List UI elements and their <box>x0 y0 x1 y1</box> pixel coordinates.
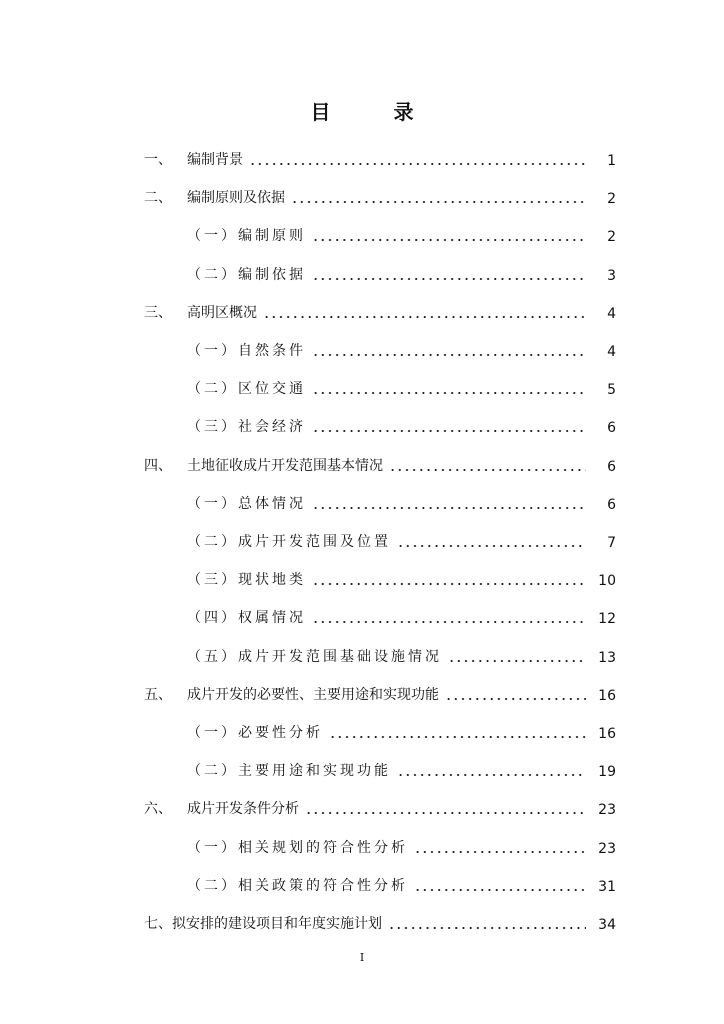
toc-entry[interactable] <box>0 492 724 516</box>
toc-entry-page: 6 <box>607 497 616 513</box>
toc-entry[interactable] <box>0 797 724 821</box>
toc-entry[interactable] <box>0 530 724 554</box>
toc-entry[interactable] <box>0 263 724 287</box>
toc-entry[interactable] <box>0 339 724 363</box>
dot-leader <box>389 468 586 472</box>
toc-entry-label: （一）编制原则 <box>187 228 306 244</box>
toc-entry-label: 高明区概况 <box>187 305 257 321</box>
toc-entry-page: 6 <box>607 420 616 436</box>
dot-leader <box>329 735 586 739</box>
dot-leader <box>414 850 586 854</box>
toc-entry[interactable] <box>0 377 724 401</box>
toc-entry-number: 三、 <box>144 305 172 321</box>
toc-entry-page: 31 <box>598 879 616 895</box>
toc-entry-label: （三）社会经济 <box>187 419 306 435</box>
toc-entry-label: （一）总体情况 <box>187 496 306 512</box>
toc-entry-label: （五）成片开发范围基础设施情况 <box>187 649 442 665</box>
toc-entry-label: 编制原则及依据 <box>187 190 285 206</box>
toc-entry-label: （一）自然条件 <box>187 343 306 359</box>
toc-entry-page: 23 <box>598 841 616 857</box>
toc-entry[interactable] <box>0 415 724 439</box>
toc-entry-page: 16 <box>598 688 616 704</box>
toc-entry[interactable] <box>0 874 724 898</box>
toc-entry-page: 7 <box>607 535 616 551</box>
dot-leader <box>312 620 586 624</box>
toc-entry-label: 编制背景 <box>187 152 243 168</box>
toc-entry-label: （三）现状地类 <box>187 572 306 588</box>
dot-leader <box>249 162 586 166</box>
dot-leader <box>448 659 586 663</box>
dot-leader <box>312 391 586 395</box>
dot-leader <box>397 773 586 777</box>
toc-entry-page: 2 <box>607 191 616 207</box>
toc-entry-page: 1 <box>607 153 616 169</box>
dot-leader <box>291 200 586 204</box>
toc-entry[interactable] <box>0 721 724 745</box>
dot-leader <box>312 353 586 357</box>
toc-entry-page: 10 <box>598 573 616 589</box>
toc-entry-label: （二）相关政策的符合性分析 <box>187 878 408 894</box>
toc-entry[interactable] <box>0 683 724 707</box>
toc-entry-page: 3 <box>607 268 616 284</box>
page-number-footer: I <box>359 951 365 964</box>
toc-entry-number: 一、 <box>144 152 172 168</box>
toc-entry-number: 五、 <box>144 687 172 703</box>
toc-entry-number: 二、 <box>144 190 172 206</box>
dot-leader <box>397 544 586 548</box>
toc-entry-label: （二）区位交通 <box>187 381 306 397</box>
dot-leader <box>305 811 586 815</box>
toc-entry-page: 23 <box>598 802 616 818</box>
dot-leader <box>312 582 586 586</box>
toc-entry-label: 土地征收成片开发范围基本情况 <box>187 458 383 474</box>
dot-leader <box>312 238 586 242</box>
dot-leader <box>388 926 586 930</box>
toc-entry-label: 成片开发的必要性、主要用途和实现功能 <box>187 687 439 703</box>
toc-entry[interactable] <box>0 454 724 478</box>
dot-leader <box>445 697 586 701</box>
toc-entry-label: （一）必要性分析 <box>187 725 323 741</box>
toc-entry[interactable] <box>0 148 724 172</box>
toc-title: 目 录 <box>310 100 442 124</box>
dot-leader <box>263 315 586 319</box>
toc-entry-page: 2 <box>607 229 616 245</box>
toc-entry-page: 34 <box>598 917 616 933</box>
toc-entry-page: 16 <box>598 726 616 742</box>
dot-leader <box>414 888 586 892</box>
toc-entry[interactable] <box>0 836 724 860</box>
dot-leader <box>312 429 586 433</box>
toc-entry[interactable] <box>0 645 724 669</box>
toc-entry-page: 4 <box>607 344 616 360</box>
toc-entry[interactable] <box>0 224 724 248</box>
toc-entry-number: 六、 <box>144 801 172 817</box>
toc-entry[interactable] <box>0 606 724 630</box>
toc-entry-label: （一）相关规划的符合性分析 <box>187 840 408 856</box>
toc-entry-page: 6 <box>607 459 616 475</box>
toc-entry-label: （四）权属情况 <box>187 610 306 626</box>
toc-entry-page: 12 <box>598 611 616 627</box>
toc-entry-page: 19 <box>598 764 616 780</box>
toc-entry-label: 成片开发条件分析 <box>187 801 299 817</box>
toc-entry-label: （二）主要用途和实现功能 <box>187 763 391 779</box>
dot-leader <box>312 506 586 510</box>
toc-entry[interactable] <box>0 186 724 210</box>
toc-entry[interactable] <box>0 912 724 936</box>
toc-entry[interactable] <box>0 568 724 592</box>
toc-entry-number: 四、 <box>144 458 172 474</box>
toc-entry-label: 七、拟安排的建设项目和年度实施计划 <box>144 916 382 932</box>
toc-entry-page: 5 <box>607 382 616 398</box>
toc-entry-page: 13 <box>598 650 616 666</box>
toc-entry-label: （二）成片开发范围及位置 <box>187 534 391 550</box>
toc-entry[interactable] <box>0 301 724 325</box>
toc-entry[interactable] <box>0 759 724 783</box>
toc-entry-page: 4 <box>607 306 616 322</box>
dot-leader <box>312 277 586 281</box>
toc-entry-label: （二）编制依据 <box>187 267 306 283</box>
